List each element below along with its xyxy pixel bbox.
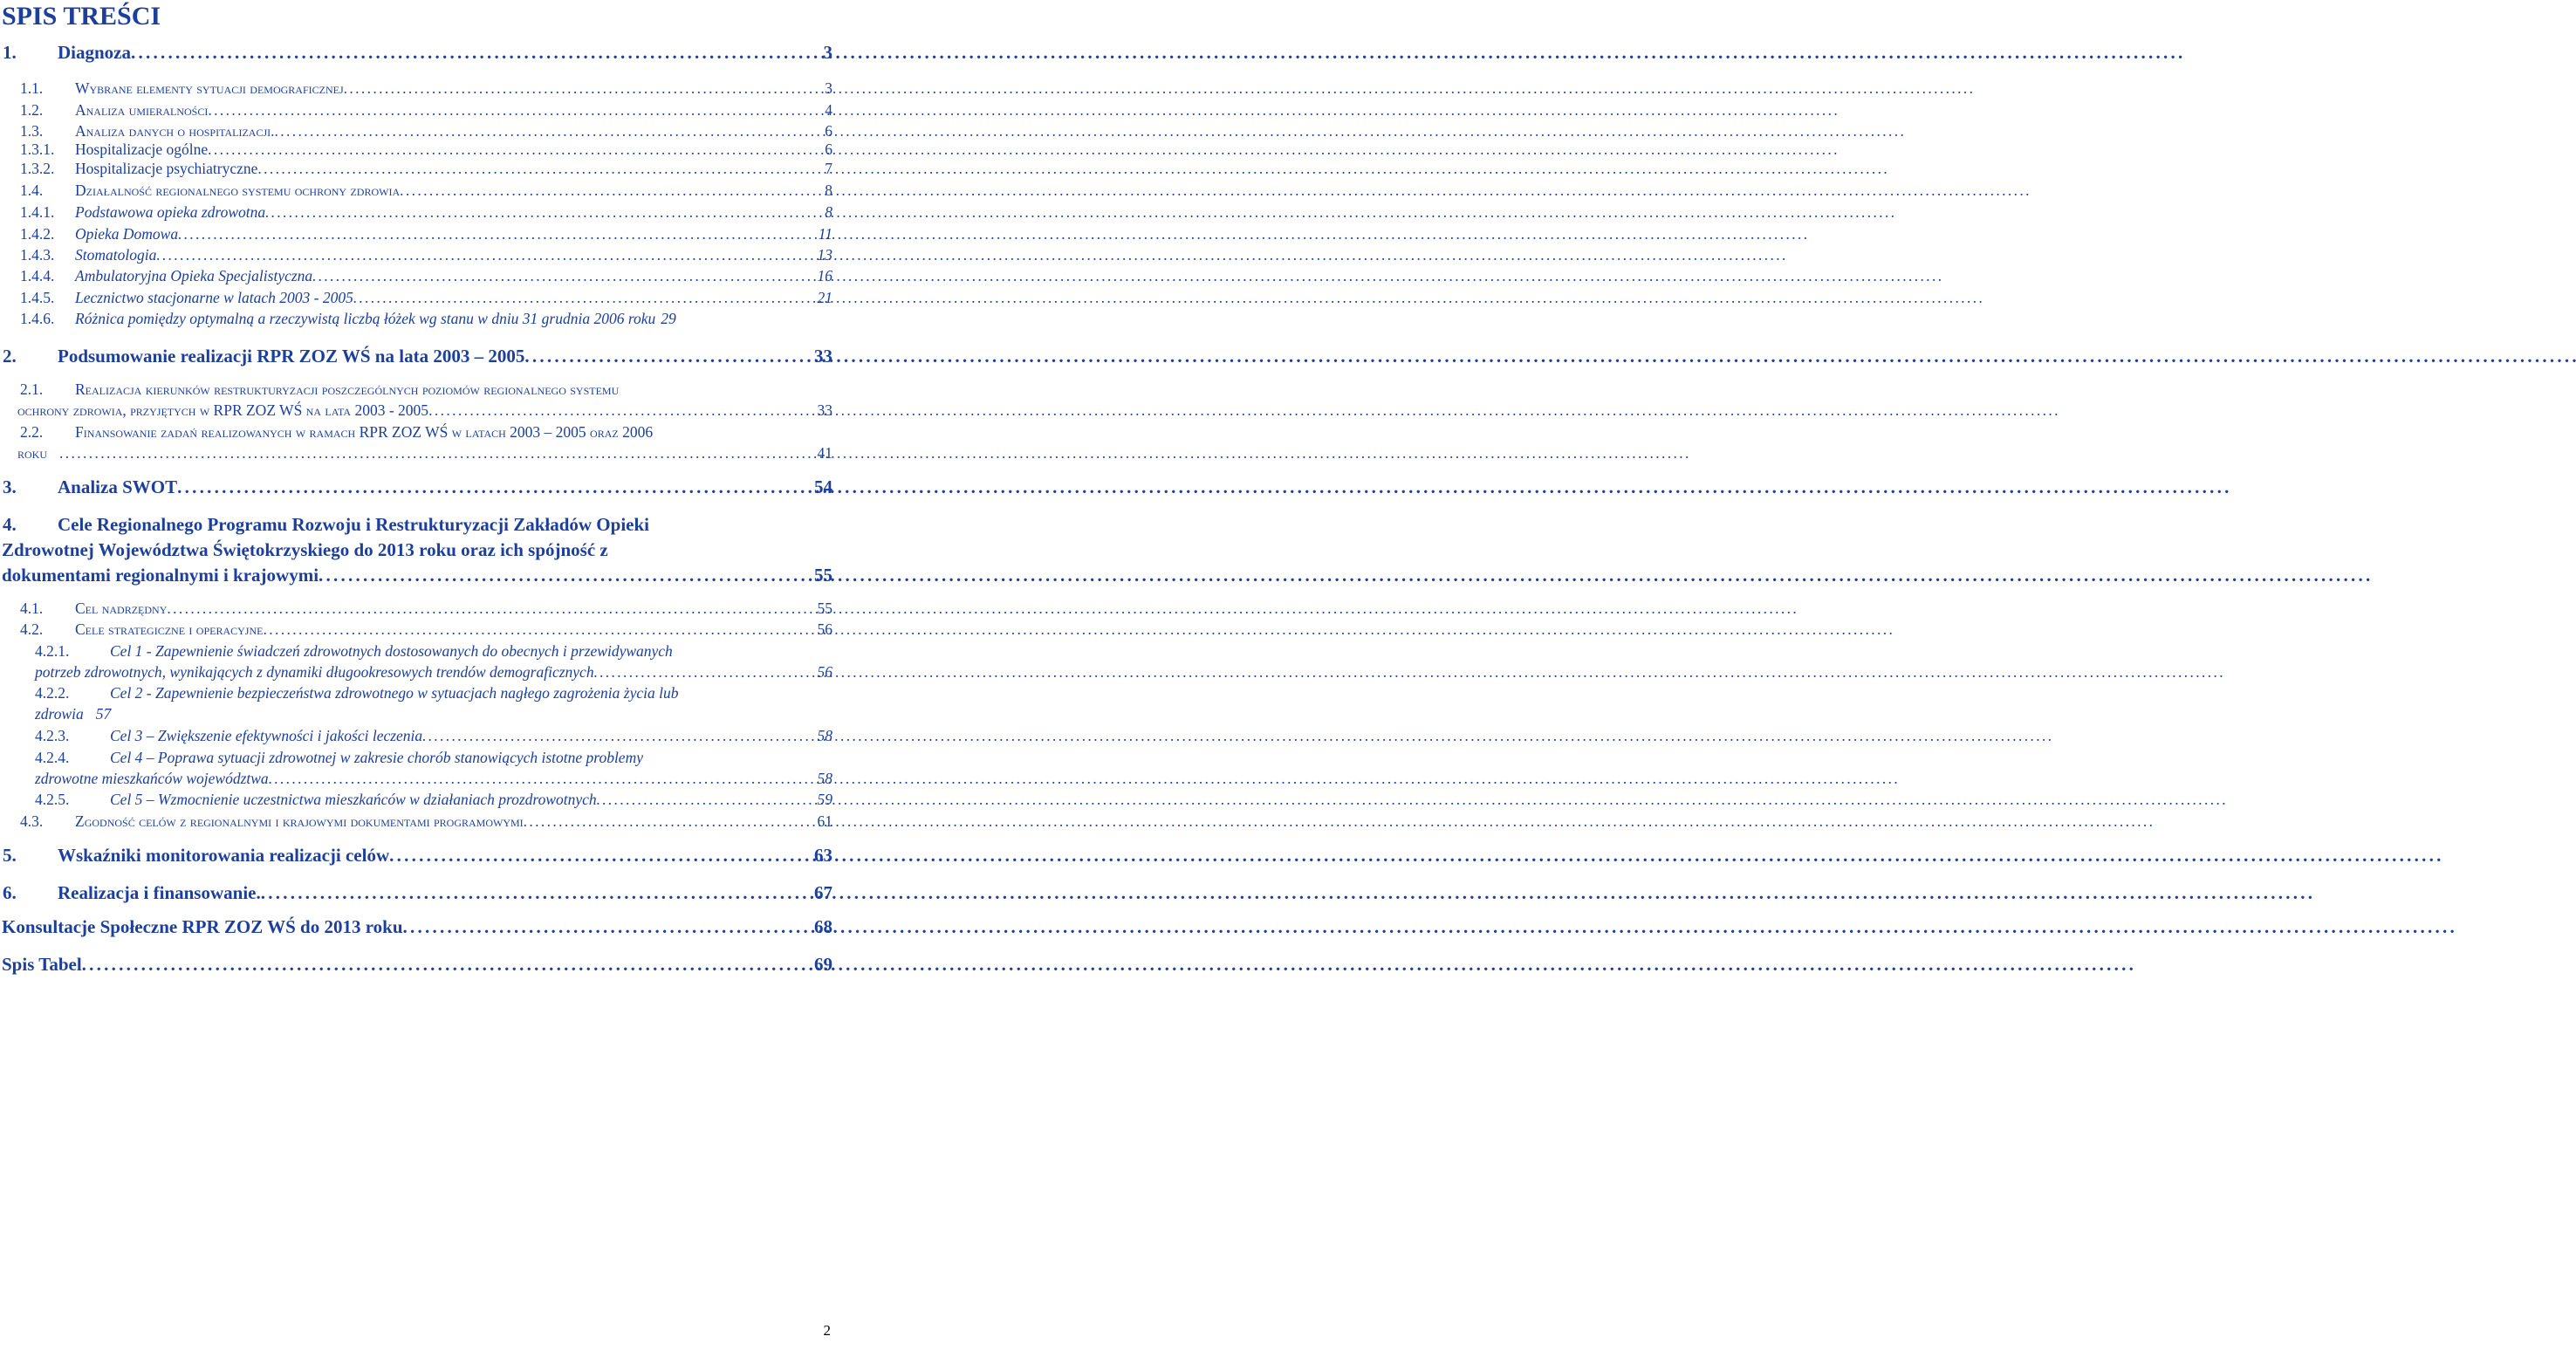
dot-leader	[59, 444, 815, 463]
toc-text: Lecznictwo stacjonarne w latach 2003 - 2005	[75, 289, 353, 306]
toc-page: 56	[817, 663, 832, 681]
toc-number: 3.	[3, 476, 17, 497]
toc-text-continued: Zdrowotnej Województwa Świętokrzyskiego do 2013 roku oraz ich spójność z	[2, 539, 608, 560]
toc-page: 56	[817, 620, 832, 638]
toc-text: Cel nadrzędny	[75, 600, 168, 617]
toc-entry-5[interactable]	[0, 845, 832, 867]
toc-entry-1[interactable]	[0, 42, 832, 64]
toc-text: Cele strategiczne i operacyjne	[75, 620, 264, 638]
dot-leader	[524, 346, 812, 367]
toc-entry-spis-tabel[interactable]	[2, 954, 832, 976]
toc-text-continued: roku	[17, 444, 48, 462]
toc-entry-konsultacje[interactable]	[2, 916, 832, 938]
toc-number: 1.4.	[20, 182, 44, 199]
toc-text: Analiza danych o hospitalizacji.	[75, 122, 275, 140]
toc-text: Realizacja kierunków restrukturyzacji poszczególnych poziomów regionalnego systemu	[75, 380, 620, 398]
toc-text: Opieka Domowa	[75, 225, 179, 243]
toc-number: 4.2.4.	[35, 749, 70, 766]
dot-leader	[400, 182, 823, 200]
toc-page: 29	[661, 310, 676, 327]
toc-text: Cel 1 - Zapewnienie świadczeń zdrowotnych dostosowanych do obecnych i przewidywanych	[110, 642, 673, 660]
toc-number: 1.1.	[20, 79, 44, 97]
toc-text: Hospitalizacje ogólne	[75, 140, 209, 158]
toc-entry-4-2-5[interactable]	[0, 791, 832, 809]
toc-entry-4-2-2-cont[interactable]	[35, 705, 832, 723]
dot-leader	[178, 225, 817, 243]
toc-number: 1.4.4.	[20, 267, 55, 284]
toc-number: 1.2.	[20, 101, 44, 119]
toc-entry-1-1[interactable]	[0, 79, 832, 98]
toc-number: 1.3.1.	[20, 140, 55, 158]
toc-page: 6	[825, 122, 832, 140]
toc-number: 2.1.	[20, 380, 44, 398]
toc-entry-4-2-1[interactable]	[0, 642, 832, 661]
toc-page: 8	[825, 182, 832, 199]
toc-entry-4[interactable]	[0, 514, 832, 536]
toc-number: 1.4.5.	[20, 289, 55, 306]
dot-leader	[167, 600, 815, 618]
toc-number: 1.4.1.	[20, 203, 55, 221]
dot-leader	[257, 160, 823, 178]
toc-text-continued: dokumentami regionalnymi i krajowymi	[2, 565, 319, 586]
dot-leader	[208, 140, 823, 159]
toc-number: 4.2.5.	[35, 791, 70, 808]
toc-entry-4-cont-1[interactable]	[2, 539, 832, 561]
toc-entry-1-4-6[interactable]	[0, 310, 832, 328]
toc-number: 4.1.	[20, 600, 44, 617]
toc-text: Konsultacje Społeczne RPR ZOZ WŚ do 2013 roku	[2, 916, 403, 937]
toc-text: Różnica pomiędzy optymalną a rzeczywistą liczbą łóżek wg stanu w dniu 31 grudnia 2006 roku	[75, 310, 656, 327]
dot-leader	[269, 770, 816, 788]
toc-text: Stomatologia	[75, 246, 157, 264]
toc-text: Cel 5 – Wzmocnienie uczestnictwa mieszkańców w działaniach prozdrowotnych	[110, 791, 597, 808]
toc-number: 1.4.2.	[20, 225, 55, 243]
toc-text: Cele Regionalnego Programu Rozwoju i Restrukturyzacji Zakładów Opieki	[58, 514, 649, 535]
toc-entry-4-3[interactable]	[0, 812, 832, 831]
toc-text: Analiza SWOT	[58, 476, 178, 497]
toc-entry-2-2[interactable]	[0, 423, 832, 442]
toc-text: Cel 2 - Zapewnienie bezpieczeństwa zdrowotnego w sytuacjach nagłego zagrożenia życia lub	[110, 684, 679, 702]
toc-text-continued: zdrowia	[35, 705, 84, 723]
toc-page: 21	[817, 289, 832, 306]
toc-number: 4.2.	[20, 620, 44, 638]
dot-leader	[353, 289, 816, 307]
toc-entry-1-3-2[interactable]	[0, 160, 832, 178]
toc-text: Działalność regionalnego systemu ochrony zdrowia	[75, 182, 401, 199]
dot-leader	[156, 246, 815, 264]
toc-page: 4	[825, 101, 832, 119]
dot-leader	[312, 267, 815, 285]
toc-number: 4.2.2.	[35, 684, 70, 702]
dot-leader	[265, 203, 823, 222]
toc-entry-6[interactable]	[0, 882, 832, 904]
toc-number: 1.	[3, 42, 17, 63]
toc-number: 4.	[3, 514, 17, 535]
toc-page: 69	[814, 954, 832, 975]
toc-page: 8	[825, 203, 832, 221]
toc-text: Finansowanie zadań realizowanych w ramach RPR ZOZ WŚ w latach 2003 – 2005 oraz 2006	[75, 423, 654, 441]
dot-leader	[428, 401, 815, 420]
toc-text: Spis Tabel	[2, 954, 82, 975]
toc-entry-1-4[interactable]	[0, 182, 832, 200]
toc-text: Analiza umieralności	[75, 101, 209, 119]
toc-page: 41	[817, 444, 832, 462]
toc-entry-2-2-cont[interactable]	[17, 444, 832, 463]
toc-text: Cel 3 – Zwiększenie efektywności i jakości leczenia	[110, 727, 423, 744]
toc-text: Podstawowa opieka zdrowotna	[75, 203, 266, 221]
dot-leader	[261, 882, 812, 904]
toc-number: 1.4.3.	[20, 246, 55, 264]
toc-page: 7	[825, 160, 832, 177]
toc-entry-4-1[interactable]	[0, 600, 832, 618]
toc-text: Ambulatoryjna Opieka Specjalistyczna	[75, 267, 313, 284]
toc-entry-4-2-4[interactable]	[0, 749, 832, 767]
toc-page: 59	[817, 791, 832, 808]
dot-leader	[594, 663, 816, 682]
toc-entry-4-2-3[interactable]	[0, 727, 832, 745]
toc-text-continued: potrzeb zdrowotnych, wynikających z dynamiki długookresowych trendów demograficznych	[35, 663, 594, 681]
toc-entry-1-3[interactable]	[0, 122, 832, 140]
toc-entry-1-4-1[interactable]	[0, 203, 832, 222]
toc-entry-4-2-4-cont[interactable]	[35, 770, 832, 788]
dot-leader	[524, 812, 816, 831]
toc-text: Zgodność celów z regionalnymi i krajowymi dokumentami programowymi	[75, 812, 524, 830]
dot-leader	[597, 791, 816, 809]
toc-entry-1-3-1[interactable]	[0, 140, 832, 159]
toc-page: 68	[814, 916, 832, 937]
toc-page: 67	[814, 882, 832, 903]
toc-entry-3[interactable]	[0, 476, 832, 498]
toc-number: 1.3.	[20, 122, 44, 140]
toc-number: 2.2.	[20, 423, 44, 441]
toc-entry-1-4-3[interactable]	[0, 246, 832, 264]
toc-entry-4-2-1-cont[interactable]	[35, 663, 832, 682]
toc-text: Podsumowanie realizacji RPR ZOZ WŚ na lata 2003 – 2005	[58, 346, 525, 367]
dot-leader	[263, 620, 815, 639]
toc-page: 33	[817, 401, 832, 419]
toc-entry-2-1[interactable]	[0, 380, 832, 399]
toc-page: 61	[817, 812, 832, 830]
dot-leader	[403, 916, 812, 938]
toc-entry-4-2[interactable]	[0, 620, 832, 639]
toc-text: Hospitalizacje psychiatryczne	[75, 160, 258, 177]
toc-page: 3	[825, 79, 832, 97]
toc-page: 11	[818, 225, 832, 243]
toc-entry-4-2-2[interactable]	[0, 684, 832, 702]
toc-page: 58	[817, 770, 832, 787]
toc-page: 55	[814, 565, 832, 586]
page-number: 2	[823, 1322, 831, 1339]
toc-text-continued: zdrowotne mieszkańców województwa	[35, 770, 269, 787]
toc-number: 2.	[3, 346, 17, 367]
toc-number: 5.	[3, 845, 17, 866]
dot-leader	[389, 845, 812, 867]
toc-text: Diagnoza	[58, 42, 131, 63]
dot-leader	[177, 476, 812, 498]
toc-text: Realizacja i finansowanie.	[58, 882, 261, 903]
toc-page: 55	[817, 600, 832, 617]
toc-page: 33	[814, 346, 832, 367]
toc-entry-1-2[interactable]	[0, 101, 832, 120]
toc-text: Wybrane elementy sytuacji demograficznej	[75, 79, 344, 97]
toc-text: Wskaźniki monitorowania realizacji celów	[58, 845, 390, 866]
toc-page: 63	[814, 845, 832, 866]
toc-entry-1-4-4[interactable]	[0, 267, 832, 285]
dot-leader	[422, 727, 815, 745]
toc-number: 1.4.6.	[20, 310, 55, 327]
toc-page: 13	[817, 246, 832, 264]
toc-number: 6.	[3, 882, 17, 903]
toc-entry-2[interactable]	[0, 346, 832, 367]
dot-leader	[344, 79, 824, 98]
toc-text-continued: ochrony zdrowia, przyjętych w RPR ZOZ WŚ na lata 2003 - 2005	[17, 401, 429, 419]
toc-page: 57	[95, 705, 112, 723]
toc-page: 58	[817, 727, 832, 744]
dot-leader	[82, 954, 812, 976]
toc-entry-2-1-cont[interactable]	[17, 401, 832, 420]
toc-number: 1.3.2.	[20, 160, 55, 177]
dot-leader	[319, 565, 812, 586]
toc-page: 6	[825, 140, 832, 158]
toc-number: 4.2.1.	[35, 642, 70, 660]
toc-text: Cel 4 – Poprawa sytuacji zdrowotnej w zakresie chorób stanowiących istotne problemy	[110, 749, 643, 766]
dot-leader	[275, 122, 824, 140]
toc-number: 4.3.	[20, 812, 44, 830]
toc-entry-1-4-2[interactable]	[0, 225, 832, 243]
toc-number: 4.2.3.	[35, 727, 70, 744]
toc-page: 3	[823, 42, 832, 63]
page-title: SPIS TREŚCI	[2, 2, 161, 31]
dot-leader	[131, 42, 822, 64]
toc-entry-4-cont-2[interactable]	[2, 565, 832, 586]
toc-page: 54	[814, 476, 832, 497]
dot-leader	[208, 101, 823, 120]
toc-page: 16	[817, 267, 832, 284]
toc-entry-1-4-5[interactable]	[0, 289, 832, 307]
